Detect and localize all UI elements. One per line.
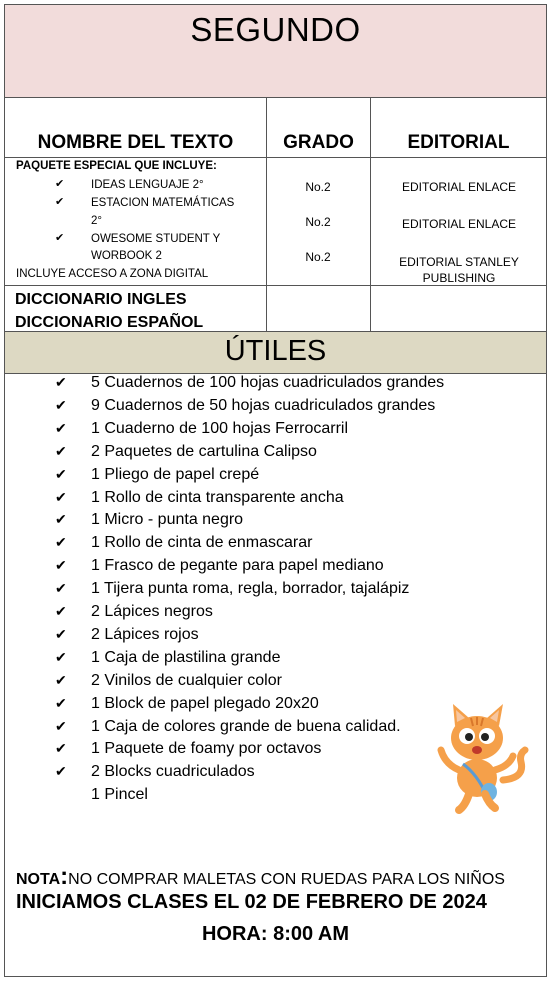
dictionary-english: DICCIONARIO INGLES (15, 291, 187, 308)
check-icon: ✔ (55, 740, 67, 757)
utiles-band (5, 331, 546, 374)
list-item-label: 1 Caja de colores grande de buena calidad. (91, 717, 401, 735)
list-item-label: 1 Paquete de foamy por octavos (91, 740, 322, 758)
header-publisher: EDITORIAL (407, 132, 510, 153)
package-item-1-grade: No.2 (305, 180, 331, 194)
check-icon: ✔ (55, 511, 67, 528)
list-item (5, 672, 545, 695)
row-line-top (5, 97, 546, 98)
check-icon: ✔ (55, 694, 67, 711)
package-note: INCLUYE ACCESO A ZONA DIGITAL (16, 268, 209, 280)
list-item-label: 1 Micro - punta negro (91, 511, 244, 529)
list-item-label: 2 Blocks cuadriculados (91, 763, 255, 781)
check-icon: ✔ (55, 580, 67, 597)
check-icon: ✔ (55, 419, 67, 436)
package-item-3-publisher: EDITORIAL STANLEY (399, 255, 519, 269)
row-line-header (5, 157, 546, 158)
check-icon: ✔ (55, 178, 65, 190)
check-icon: ✔ (55, 534, 67, 551)
package-item-1-name: IDEAS LENGUAJE 2° (91, 179, 204, 191)
title-band (5, 5, 546, 98)
list-item-label: 1 Cuaderno de 100 hojas Ferrocarril (91, 419, 349, 437)
check-icon: ✔ (55, 671, 67, 688)
list-item-label: 2 Paquetes de cartulina Calipso (91, 442, 317, 460)
check-icon: ✔ (55, 488, 67, 505)
list-item-label: 2 Lápices negros (91, 603, 213, 620)
check-icon: ✔ (55, 763, 67, 780)
start-time: HORA: 8:00 AM (201, 923, 350, 945)
note-text: NO COMPRAR MALETAS CON RUEDAS PARA LOS NIÑOS (68, 871, 505, 888)
list-item (5, 511, 545, 534)
check-icon: ✔ (55, 196, 65, 208)
list-item-label: 1 Block de papel plegado 20x20 (91, 694, 319, 712)
check-icon: ✔ (55, 465, 67, 482)
list-item-label: 1 Tijera punta roma, regla, borrador, tajalápiz (91, 580, 410, 598)
list-item-label: 1 Rollo de cinta de enmascarar (91, 534, 313, 552)
list-item-label: 9 Cuadernos de 50 hojas cuadriculados grandes (91, 396, 436, 414)
check-icon: ✔ (55, 557, 67, 574)
package-title: PAQUETE ESPECIAL QUE INCLUYE: (16, 160, 217, 172)
dictionary-spanish: DICCIONARIO ESPAÑOL (15, 314, 204, 331)
package-item-2-name: ESTACION MATEMÁTICAS (91, 197, 235, 209)
list-item-label: 5 Cuadernos de 100 hojas cuadriculados grandes (91, 374, 445, 391)
utiles-title: ÚTILES (224, 335, 327, 367)
list-item-label: 2 Vinilos de cualquier color (91, 671, 282, 689)
package-item-2-name-line2: 2° (91, 215, 102, 227)
list-item (5, 649, 545, 672)
check-icon: ✔ (55, 396, 67, 413)
list-item (5, 443, 545, 466)
header-grade: GRADO (283, 132, 354, 153)
package-item-1-publisher: EDITORIAL ENLACE (401, 180, 517, 194)
check-icon: ✔ (55, 648, 67, 665)
package-item-3-grade: No.2 (305, 250, 331, 264)
package-item-2-grade: No.2 (305, 215, 331, 229)
list-item (5, 557, 545, 580)
list-item (5, 489, 545, 512)
package-item-3-name-line2: WORBOOK 2 (91, 250, 162, 262)
list-item-label: 1 Rollo de cinta transparente ancha (91, 488, 344, 506)
package-item-3-name: OWESOME STUDENT Y (91, 233, 221, 245)
page-title: SEGUNDO (190, 11, 361, 48)
note-label: NOTA (16, 871, 61, 888)
list-item (5, 626, 545, 649)
list-item (5, 397, 545, 420)
list-item (5, 580, 545, 603)
check-icon: ✔ (55, 442, 67, 459)
check-icon: ✔ (55, 603, 67, 619)
list-item (5, 466, 545, 489)
check-icon: ✔ (55, 374, 67, 390)
list-item-label: 1 Frasco de pegante para papel mediano (91, 557, 384, 575)
list-item (5, 603, 545, 626)
check-icon: ✔ (55, 232, 65, 244)
list-item (5, 534, 545, 557)
start-date: INICIAMOS CLASES EL 02 DE FEBRERO DE 2024 (16, 891, 487, 913)
list-item-label: 1 Caja de plastilina grande (91, 648, 281, 666)
note-line (16, 863, 505, 891)
list-item (5, 420, 545, 443)
package-item-2-publisher: EDITORIAL ENLACE (401, 217, 517, 231)
check-icon: ✔ (55, 717, 67, 734)
cat-illustration-icon (425, 700, 533, 818)
note-colon: : (60, 863, 69, 890)
package-item-3-publisher-line2: PUBLISHING (422, 271, 496, 285)
list-item-label: 1 Pincel (91, 786, 148, 804)
check-icon: ✔ (55, 625, 67, 642)
list-item-label: 1 Pliego de papel crepé (91, 465, 260, 483)
header-text-name: NOMBRE DEL TEXTO (37, 132, 234, 153)
supply-list-sheet (4, 4, 547, 977)
list-item (5, 374, 545, 397)
list-item-label: 2 Lápices rojos (91, 625, 199, 643)
